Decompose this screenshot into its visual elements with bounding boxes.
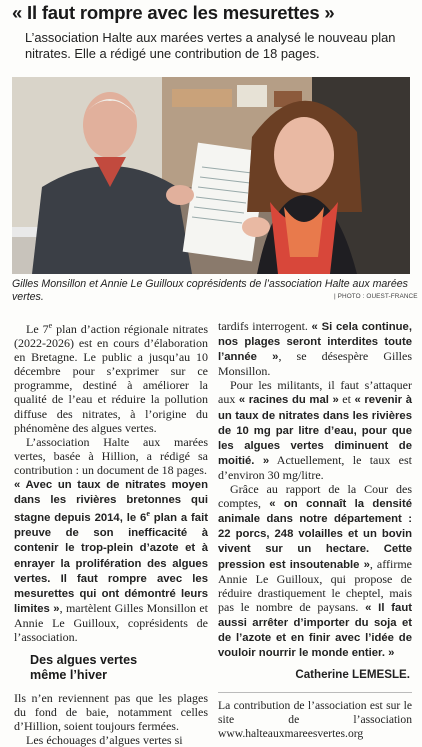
paragraph: Le 7e plan d’action régionale nitrates (2022-2026) est en cours d’élaboration en Bretagne. Le public a jusqu’au 10 décembre pour s’exprimer sur ce programme, destiné à améliorer la qualité de l’eau et réduire la pollution diffuse des nitrates, à l’origine du phénomène des algues vertes. bbox=[14, 321, 208, 435]
author-byline: Catherine LEMESLE. bbox=[295, 668, 410, 682]
footnote: La contribution de l’association est sur le site de l’association www.halteauxmareesvertes.org bbox=[218, 699, 412, 741]
lead-paragraph: L’association Halte aux marées vertes a analysé le nouveau plan nitrates. Elle a rédigé une contribution de 18 pages. bbox=[25, 30, 396, 61]
divider bbox=[218, 692, 412, 693]
paragraph: Les échouages d’algues vertes si bbox=[26, 733, 183, 747]
paragraph: L’association Halte aux marées vertes, basée à Hillion, a rédigé sa contribution : un document de 18 pages. bbox=[14, 434, 208, 477]
subheading: Des algues vertes même l’hiver bbox=[30, 653, 138, 683]
paragraph: Pour les militants, il faut s’attaquer aux « racines du mal » et « revenir à un taux de nitrates dans les rivières de 10 mg par litre d’eau, pour que les algues vertes diminuent de moitié. » Actuellement, le taux est d’environ 30 mg/litre. bbox=[218, 378, 412, 482]
photo-caption: Gilles Monsillon et Annie Le Guilloux coprésidents de l’association Halte aux marées vertes. bbox=[12, 278, 408, 303]
paragraph: Grâce au rapport de la Cour des comptes, « on connaît la densité animale dans notre département : 22 porcs, 248 volailles et un bovin vivent sur un hectare. Cette pression est insoutenable », affirme Annie Le Guilloux, qui propose de réduire drastiquement le cheptel, mais pas le nombre de paysans. « Il faut aussi arrêter d’importer du soja et de l’azote et en finir avec l’idée de vouloir nourrir le monde entier. » bbox=[218, 482, 412, 660]
photo-credit: | PHOTO : OUEST-FRANCE bbox=[334, 293, 418, 300]
paragraph: « Avec un taux de nitrates moyen dans les rivières bretonnes qui stagne depuis 2014, le 6e plan a fait preuve de son inefficacité à contenir le trop-plein d’azote et à enrayer la prolifération des algues vertes. Il faut rompre avec les mesurettes qui ont démontré leurs limites », martèlent Gilles Monsillon et Annie Le Guilloux, coprésidents de l’association. bbox=[14, 479, 208, 644]
headline: « Il faut rompre avec les mesurettes » bbox=[12, 2, 335, 23]
article-column-right bbox=[218, 319, 412, 742]
paragraph: tardifs interrogent. « Si cela continue, nos plages seront interdites toute l’année », se désespère Gilles Monsillon. bbox=[218, 319, 412, 379]
article-column-left bbox=[14, 319, 208, 747]
paragraph: Ils n’en reviennent pas que les plages du fond de baie, notamment celles d’Hillion, soient toujours fermées. bbox=[14, 691, 208, 734]
article-photo bbox=[12, 77, 410, 274]
